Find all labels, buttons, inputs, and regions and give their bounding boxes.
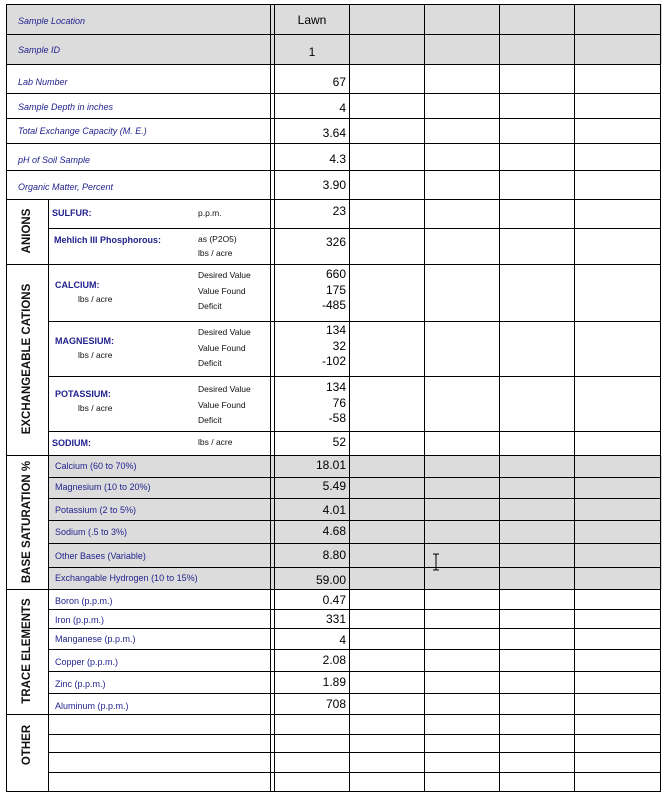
magnesium-values <box>322 323 346 370</box>
bs-sodium-value[interactable]: 4.68 <box>322 524 346 538</box>
sodium-unit: lbs / acre <box>198 437 233 447</box>
grid-line <box>48 567 661 568</box>
bs-other-bases-label: Other Bases (Variable) <box>55 551 146 561</box>
bs-magnesium-label: Magnesium (10 to 20%) <box>55 482 151 492</box>
desired-value-label: Desired Value <box>198 270 251 280</box>
calcium-row-labels <box>198 268 251 315</box>
boron-label: Boron (p.p.m.) <box>55 596 113 606</box>
grid-line <box>6 4 661 5</box>
grid-line <box>48 734 661 735</box>
potassium-found[interactable]: 76 <box>332 395 346 410</box>
calcium-deficit[interactable]: -485 <box>321 298 346 312</box>
magnesium-unit: lbs / acre <box>78 350 113 360</box>
shade-base-saturation <box>48 456 662 589</box>
manganese-value[interactable]: 4 <box>339 633 346 647</box>
potassium-desired[interactable]: 134 <box>325 380 346 394</box>
phosphorous-unit-line1: as (P2O5) <box>198 234 237 244</box>
sulfur-value[interactable]: 23 <box>332 204 346 218</box>
deficit-label: Deficit <box>198 415 222 425</box>
potassium-values <box>326 380 346 427</box>
bs-magnesium-value[interactable]: 5.49 <box>322 479 346 493</box>
grid-line <box>574 4 575 792</box>
grid-line <box>6 791 661 792</box>
cations-section-label: EXCHANGEABLE CATIONS <box>21 283 33 435</box>
exchange-capacity-label: Total Exchange Capacity (M. E.) <box>18 126 147 136</box>
grid-line <box>6 589 661 590</box>
calcium-label: CALCIUM: <box>55 280 100 290</box>
desired-value-label: Desired Value <box>198 327 251 337</box>
grid-line <box>48 228 661 229</box>
sample-id-label: Sample ID <box>18 45 61 55</box>
text-cursor-icon <box>432 553 440 571</box>
grid-line <box>48 498 661 499</box>
ph-value[interactable]: 4.3 <box>329 152 346 166</box>
grid-line <box>48 431 661 432</box>
grid-line <box>6 143 661 144</box>
value-found-label: Value Found <box>198 342 246 353</box>
calcium-values <box>322 267 346 314</box>
bs-sodium-label: Sodium (.5 to 3%) <box>55 527 128 537</box>
grid-line <box>6 93 661 94</box>
grid-line <box>48 376 661 377</box>
magnesium-desired[interactable]: 134 <box>325 323 346 337</box>
grid-line <box>6 34 661 35</box>
bs-calcium-value[interactable]: 18.01 <box>315 458 346 472</box>
phosphorous-unit-line2: lbs / acre <box>198 248 233 258</box>
grid-line <box>48 609 661 610</box>
bs-hydrogen-value[interactable]: 59.00 <box>315 573 346 587</box>
iron-label: Iron (p.p.m.) <box>55 615 105 625</box>
grid-line <box>270 4 271 792</box>
grid-line <box>274 4 275 792</box>
grid-line <box>48 520 661 521</box>
magnesium-row-labels <box>198 325 251 372</box>
copper-label: Copper (p.p.m.) <box>55 657 119 667</box>
potassium-row-labels <box>198 382 251 429</box>
anions-section-label: ANIONS <box>21 208 33 254</box>
grid-line <box>6 714 661 715</box>
bs-potassium-value[interactable]: 4.01 <box>322 503 346 517</box>
sodium-value[interactable]: 52 <box>332 435 346 449</box>
zinc-value[interactable]: 1.89 <box>322 675 346 689</box>
grid-line <box>6 455 661 456</box>
calcium-desired[interactable]: 660 <box>325 267 346 281</box>
iron-value[interactable]: 331 <box>325 612 346 626</box>
other-section-label: OTHER <box>21 724 33 766</box>
grid-line <box>6 118 661 119</box>
magnesium-label: MAGNESIUM: <box>55 336 114 346</box>
bs-hydrogen-label: Exchangable Hydrogen (10 to 15%) <box>55 573 198 583</box>
deficit-label: Deficit <box>198 301 222 311</box>
manganese-label: Manganese (p.p.m.) <box>55 634 136 644</box>
magnesium-deficit[interactable]: -102 <box>321 354 346 368</box>
lab-number-value[interactable]: 67 <box>332 75 346 89</box>
desired-value-label: Desired Value <box>198 384 251 394</box>
aluminum-value[interactable]: 708 <box>325 697 346 711</box>
grid-line <box>499 4 500 792</box>
organic-matter-label: Organic Matter, Percent <box>18 182 114 192</box>
organic-matter-value[interactable]: 3.90 <box>322 178 346 192</box>
bs-potassium-label: Potassium (2 to 5%) <box>55 505 137 515</box>
calcium-found[interactable]: 175 <box>325 282 346 297</box>
potassium-label: POTASSIUM: <box>55 389 111 399</box>
trace-elements-section-label: TRACE ELEMENTS <box>21 598 33 704</box>
potassium-unit: lbs / acre <box>78 403 113 413</box>
grid-line <box>48 199 49 792</box>
boron-value[interactable]: 0.47 <box>322 593 346 607</box>
grid-line <box>48 543 661 544</box>
sample-depth-value[interactable]: 4 <box>339 101 346 115</box>
deficit-label: Deficit <box>198 358 222 368</box>
grid-line <box>48 671 661 672</box>
phosphorous-value[interactable]: 326 <box>325 235 346 249</box>
calcium-unit: lbs / acre <box>78 294 113 304</box>
grid-line <box>48 772 661 773</box>
grid-line <box>349 4 350 792</box>
sodium-label: SODIUM: <box>52 438 91 448</box>
grid-line <box>48 752 661 753</box>
grid-line <box>660 4 661 792</box>
phosphorous-label: Mehlich III Phosphorous: <box>54 235 162 245</box>
sulfur-label: SULFUR: <box>52 208 92 218</box>
lab-number-label: Lab Number <box>18 77 68 87</box>
base-saturation-section-label: BASE SATURATION % <box>21 460 33 584</box>
grid-line <box>6 199 661 200</box>
bs-calcium-label: Calcium (60 to 70%) <box>55 461 137 471</box>
value-found-label: Value Found <box>198 399 246 410</box>
grid-line <box>424 4 425 792</box>
grid-line <box>6 170 661 171</box>
exchange-capacity-value[interactable]: 3.64 <box>322 126 346 140</box>
zinc-label: Zinc (p.p.m.) <box>55 679 106 689</box>
copper-value[interactable]: 2.08 <box>322 653 346 667</box>
aluminum-label: Aluminum (p.p.m.) <box>55 701 129 711</box>
grid-line <box>6 64 661 65</box>
potassium-deficit[interactable]: -58 <box>328 411 346 425</box>
sulfur-unit: p.p.m. <box>198 208 222 218</box>
sample-depth-label: Sample Depth in inches <box>18 102 114 112</box>
grid-line <box>48 649 661 650</box>
bs-other-bases-value[interactable]: 8.80 <box>322 548 346 562</box>
grid-line <box>48 477 661 478</box>
grid-line <box>6 4 7 792</box>
sample-id-value[interactable]: 1 <box>308 45 316 59</box>
sample-location-label: Sample Location <box>18 16 86 26</box>
ph-label: pH of Soil Sample <box>18 155 91 165</box>
grid-line <box>6 264 661 265</box>
magnesium-found[interactable]: 32 <box>332 338 346 353</box>
grid-line <box>48 321 661 322</box>
grid-line <box>48 628 661 629</box>
value-found-label: Value Found <box>198 285 246 296</box>
sample-location-value[interactable]: Lawn <box>297 13 327 27</box>
grid-line <box>48 693 661 694</box>
